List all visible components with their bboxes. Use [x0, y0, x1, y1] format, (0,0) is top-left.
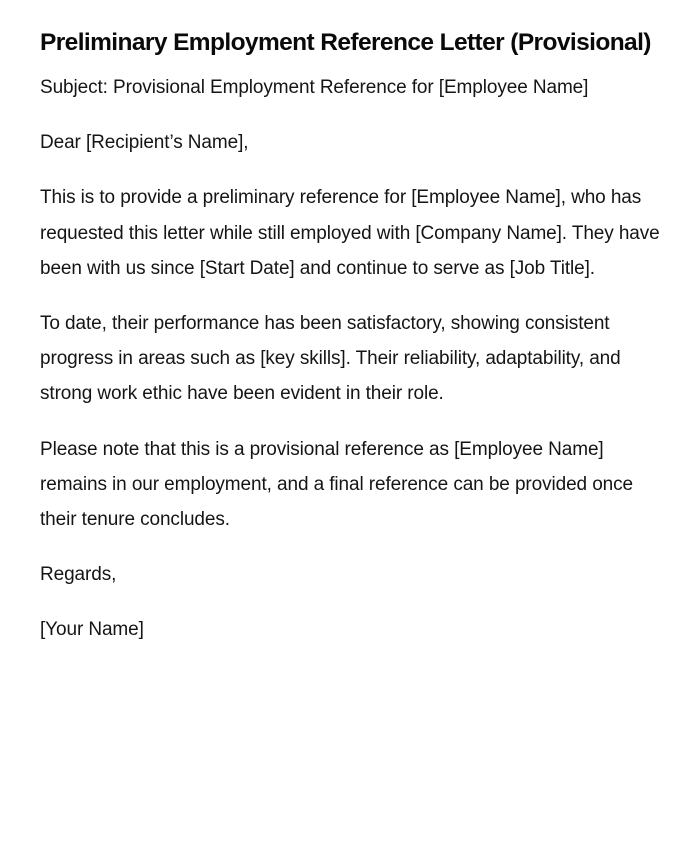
subject-line: Subject: Provisional Employment Reference for [Employee Name] — [40, 77, 589, 98]
closing: Regards, — [40, 564, 117, 586]
body-paragraph-note: Please note that this is a provisional reference as [Employee Name] remains in our employment, and a final reference can be provided once their tenure concludes. — [40, 438, 634, 531]
letter-title: Preliminary Employment Reference Letter (Provisional) — [40, 29, 651, 56]
salutation: Dear [Recipient’s Name], — [40, 132, 249, 154]
signature: [Your Name] — [40, 619, 144, 641]
body-paragraph-intro: This is to provide a preliminary reference for [Employee Name], who has requested this letter while still employed with [Company Name]. They have been with us since [Start Date] and continue to serve as [Job Title]. — [40, 187, 660, 279]
body-paragraph-performance: To date, their performance has been satisfactory, showing consistent progress in areas such as [key skills]. Their reliability, adaptability, and strong work ethic have been evident in their role. — [40, 313, 621, 405]
